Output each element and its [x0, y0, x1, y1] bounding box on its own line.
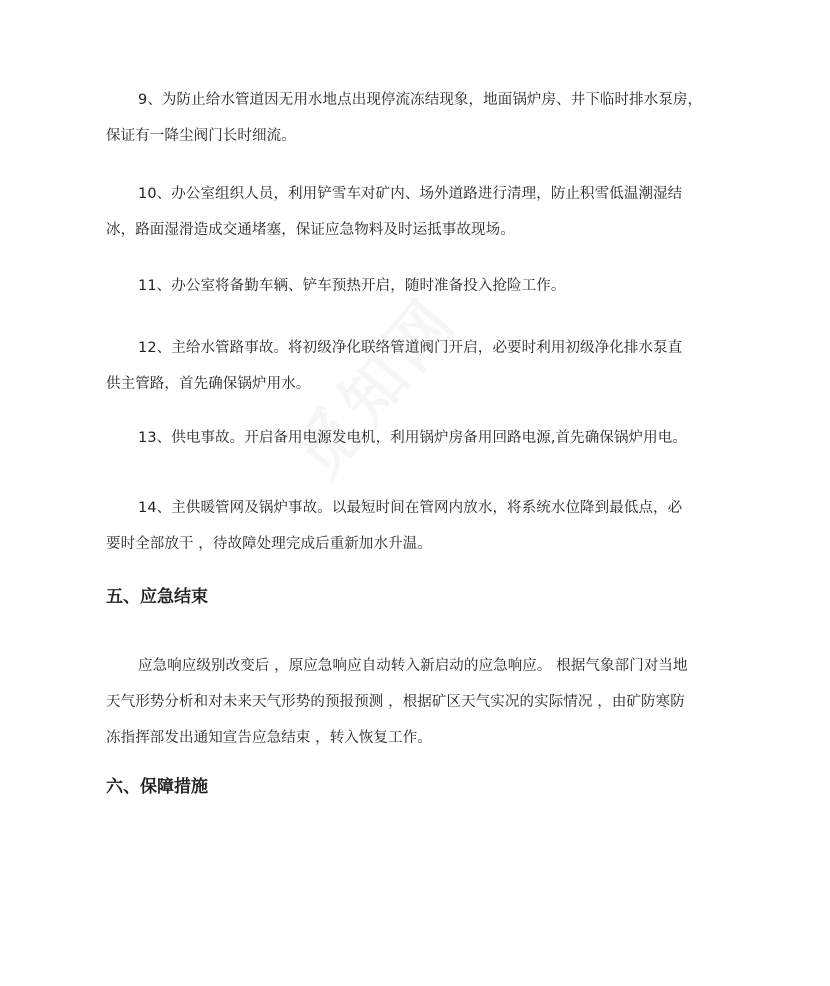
paragraph-line: 冻指挥部发出通知宣告应急结束 ，转入恢复工作。 — [106, 730, 432, 746]
list-item-9 — [106, 82, 726, 154]
list-item-line: 冰，路面湿滑造成交通堵塞，保证应急物料及时运抵事故现场。 — [106, 222, 515, 238]
list-item-13 — [106, 420, 726, 456]
section-heading-5: 五、应急结束 — [106, 587, 208, 607]
list-item-line: 保证有一降尘阀门长时细流。 — [106, 128, 296, 144]
list-item-line: 要时全部放干 ，待故障处理完成后重新加水升温。 — [106, 536, 432, 552]
paragraph-line: 天气形势分析和对未来天气形势的预报预测 ，根据矿区天气实况的实际情况 ，由矿防寒防 — [106, 694, 685, 710]
list-item-line: 供主管路，首先确保锅炉用水。 — [106, 376, 311, 392]
section-heading-6: 六、保障措施 — [106, 777, 208, 797]
list-item-line: 11、办公室将备勤车辆、铲车预热开启，随时准备投入抢险工作。 — [138, 278, 566, 294]
paragraph-line: 应急响应级别改变后 ，原应急响应自动转入新启动的应急响应。 根据气象部门对当地 — [138, 658, 688, 674]
list-item-line: 13、供电事故。开启备用电源发电机，利用锅炉房备用回路电源,首先确保锅炉用电。 — [138, 430, 687, 446]
list-item-line: 9、为防止给水管道因无用水地点出现停流冻结现象，地面锅炉房、井下临时排水泵房， — [138, 92, 703, 108]
list-item-line: 14、主供暖管网及锅炉事故。以最短时间在管网内放水，将系统水位降到最低点，必 — [138, 500, 683, 516]
list-item-10 — [106, 176, 726, 248]
list-item-line: 12、主给水管路事故。将初级净化联络管道阀门开启，必要时利用初级净化排水泵直 — [138, 340, 683, 356]
list-item-11 — [106, 268, 726, 304]
list-item-12 — [106, 330, 726, 402]
section-5-paragraph — [106, 648, 726, 756]
list-item-14 — [106, 490, 726, 562]
list-item-line: 10、办公室组织人员，利用铲雪车对矿内、场外道路进行清理，防止积雪低温潮湿结 — [138, 186, 683, 202]
